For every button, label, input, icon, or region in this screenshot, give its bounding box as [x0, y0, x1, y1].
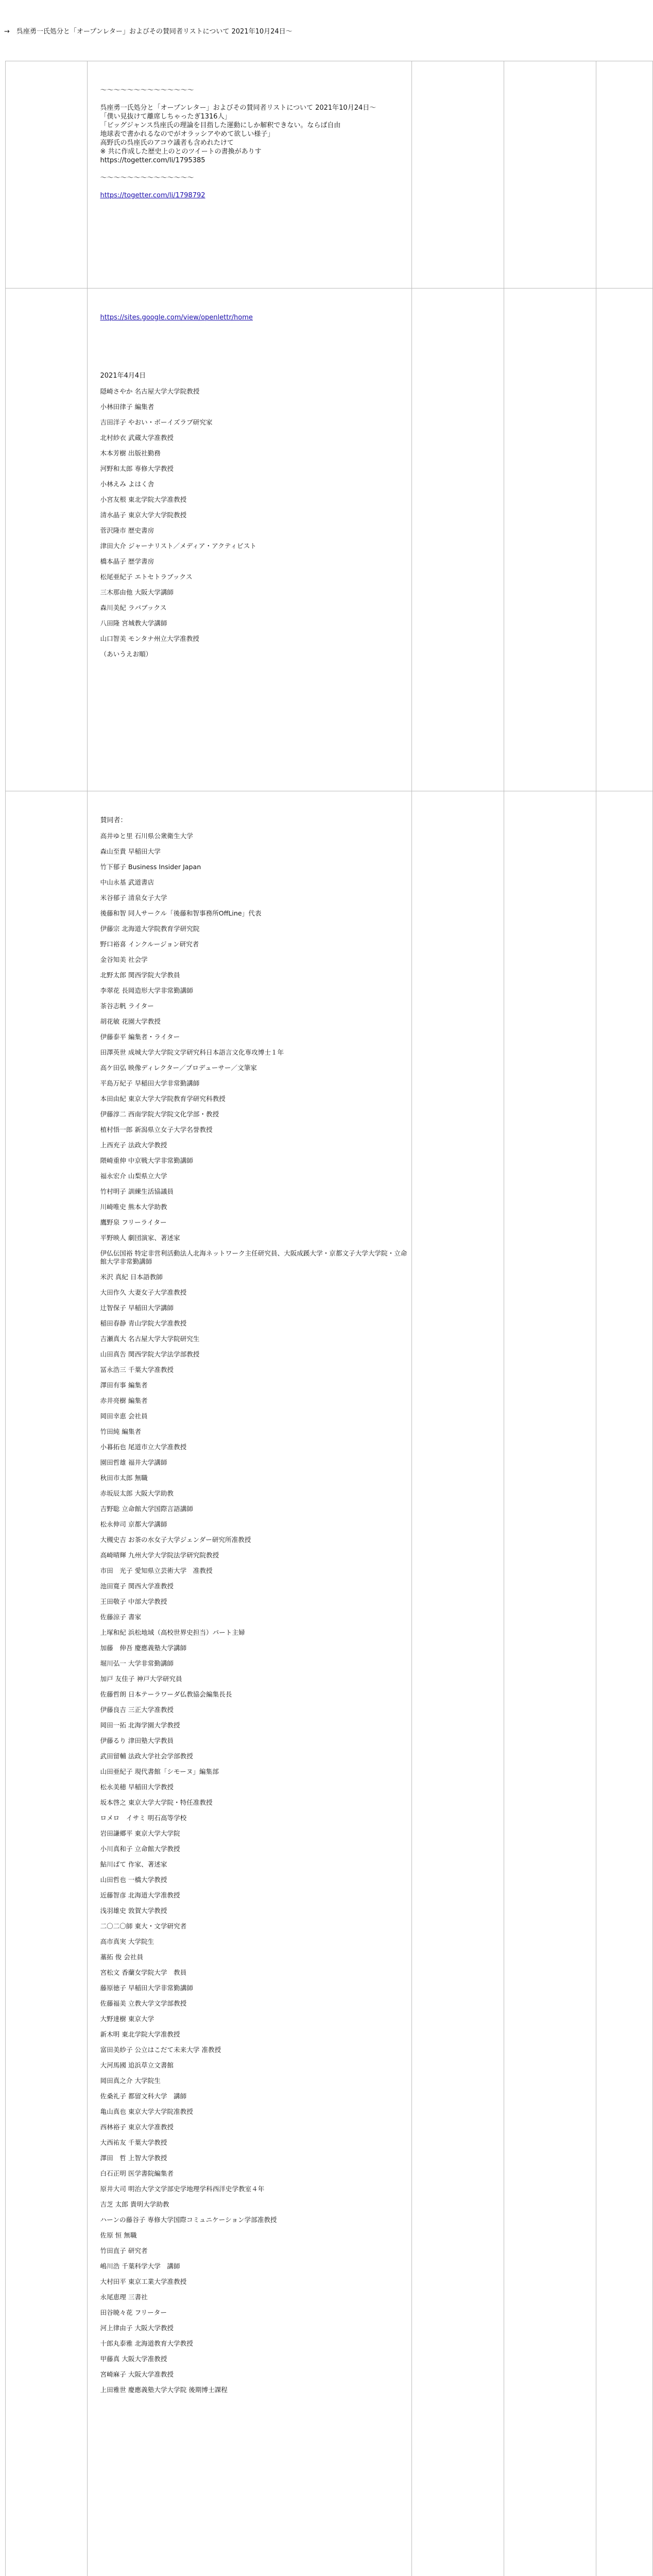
list-item: 平島万紀子 早稲田大学非常勤講師: [100, 1079, 200, 1087]
list-item: 橋本晶子 歴学書房: [100, 557, 154, 565]
list-item: 十郎丸泰雅 北海道教育大学教授: [100, 2340, 193, 2347]
list-item: 堀川弘一 大学非常勤講師: [100, 1659, 174, 1667]
list-item: 澤田有事 編集者: [100, 1381, 148, 1389]
divider-line: 〜〜〜〜〜〜〜〜〜〜〜〜〜〜: [100, 87, 194, 94]
intro-line: 地球表で書かれるなのでがオラッシアやめて欲しい様子」: [100, 130, 274, 138]
list-item: 新木明 東北学院大学准教授: [100, 2030, 180, 2038]
list-item: 近藤智彦 北海道大学准教授: [100, 1891, 180, 1899]
list-item: 大田作久 大妻女子大学准教授: [100, 1289, 187, 1296]
intro-line: 呉座勇一氏処分と「オープンレター」およびその賛同者リストについて 2021年10月24日〜: [100, 104, 376, 112]
table-cell-empty: [6, 61, 88, 289]
list-item: 加藤 伸吾 慶應義塾大学講師: [100, 1644, 187, 1652]
list-item: 小宮友根 東北学院大学准教授: [100, 496, 187, 503]
list-item: 河上律由子 大阪大学教授: [100, 2324, 174, 2332]
list-item: 八田隆 宮城教大学講師: [100, 619, 167, 627]
table-cell-empty: [504, 289, 596, 791]
supporters-heading: 賛同者：: [100, 817, 127, 824]
list-item: 岡田幸恵 会社員: [100, 1412, 148, 1420]
list-item: 辻智保子 早稲田大学講師: [100, 1304, 174, 1312]
intro-line: 「ビッグジャンス呉座氏の理論を目指した運動にしか解釈できない。ならば自由: [100, 122, 341, 129]
list-item: 吉野聡 立命館大学国際言語講師: [100, 1505, 193, 1513]
list-item: 本田由紀 東京大学大学院教育学研究科教授: [100, 1095, 226, 1103]
list-item: 加戸 友佳子 神戸大学研究員: [100, 1675, 182, 1683]
list-item: 亀山真也 東京大学大学院准教授: [100, 2108, 193, 2115]
list-item: 福永宏介 山梨県立大学: [100, 1172, 167, 1180]
list-item: 藁拓 俊 会社員: [100, 1953, 144, 1961]
table-cell-empty: [411, 61, 504, 289]
list-item: 北村紗衣 武蔵大学准教授: [100, 434, 174, 442]
list-item: 吉瀬真大 名古屋大学大学院研究生: [100, 1335, 200, 1343]
list-item: 清水晶子 東京大学大学院教授: [100, 511, 187, 519]
list-item: 佐藤福美 立教大学文学部教授: [100, 1999, 187, 2007]
list-item: 竹村明子 訓練生活協議員: [100, 1188, 174, 1195]
list-item: 園田哲雄 福井大学講師: [100, 1459, 167, 1466]
intro-line: 高野氏の呉座氏のアコウ議者も含めれたけて: [100, 139, 234, 147]
list-item: 米沢 真紀 日本語教師: [100, 1273, 163, 1281]
list-item: 平野映人 劇団演家、著述家: [100, 1234, 180, 1242]
list-item: 竹田直子 研究者: [100, 2247, 148, 2255]
togetter-link[interactable]: https://togetter.com/li/1798792: [100, 192, 205, 199]
list-item: 坂本啓之 東京大学大学院・特任准教授: [100, 1799, 213, 1806]
table-cell-empty: [504, 791, 596, 2576]
list-item: 小林田律子 編集者: [100, 403, 154, 411]
list-item: 小暮拓也 尾道市立大学准教授: [100, 1443, 187, 1451]
list-item: 岡田一拓 北海学園大学教授: [100, 1721, 180, 1729]
table-row: [6, 61, 653, 289]
table-cell-empty: [6, 791, 88, 2576]
list-item: 米谷郁子 清泉女子大学: [100, 894, 167, 902]
list-item: 菅沢隆市 歴史書房: [100, 527, 154, 534]
list-item: 高崎晴輝 九州大学大学院法学研究院教授: [100, 1551, 219, 1559]
list-item: 田谷暁々花 フリーター: [100, 2309, 167, 2316]
list-item: 伊藤良吉 三正大学准教授: [100, 1706, 174, 1714]
list-item: 市田 光子 愛知県立芸術大学 准教授: [100, 1567, 213, 1574]
list-item: 山口智美 モンタナ州立大学准教授: [100, 635, 199, 642]
list-item: 冨永浩三 千葉大学准教授: [100, 1366, 174, 1374]
list-item: 松永伸司 京都大学講師: [100, 1520, 167, 1528]
table-cell-empty: [411, 289, 504, 791]
list-item: 原井大司 明治大学文学部史学地理学科西洋史学教室４年: [100, 2185, 265, 2193]
list-item: 武田留輔 法政大学社会学部教授: [100, 1752, 193, 1760]
list-item: 小川真和子 立命館大学教授: [100, 1845, 180, 1853]
list-item: 山田亜紀子 現代書館「シモーヌ」編集部: [100, 1768, 219, 1775]
list-item: 佐藤哲朗 日本テーラワーダ仏教協会編集長長: [100, 1690, 232, 1698]
list-item: 小林えみ よはく舎: [100, 480, 154, 488]
table-cell-empty: [411, 791, 504, 2576]
list-item: 川崎唯史 熊本大学助教: [100, 1203, 167, 1211]
table-cell-organizers: [88, 289, 411, 791]
table-cell-empty: [596, 61, 653, 289]
divider-line: 〜〜〜〜〜〜〜〜〜〜〜〜〜〜: [100, 174, 194, 182]
list-item: 松尾亜紀子 エトセトラブックス: [100, 573, 193, 581]
table-row: [6, 791, 653, 2576]
list-item: 森川美紀 ラパブックス: [100, 604, 167, 612]
list-item: 茶谷志帆 ライター: [100, 1002, 154, 1010]
list-item: 二〇二〇師 東大・文学研究者: [100, 1922, 187, 1930]
list-item: 高ケ田弘 映像ディレクター／プロデューサー／文筆家: [100, 1064, 257, 1072]
list-item: 森山至貴 早稲田大学: [100, 848, 161, 855]
list-item: 赤坂辰太郎 大阪大学助教: [100, 1489, 174, 1497]
table-cell-intro: [88, 61, 411, 289]
list-item: 吉芝 太郎 貴明大学助教: [100, 2200, 169, 2208]
list-item: 三木那由他 大阪大学講師: [100, 588, 174, 596]
list-item: 伊仏伝国裕 特定非営利活動法人北海ネットワーク主任研究員、大阪成蹊大学・京都文子大学大学院・立命館大学非常勤講師: [100, 1249, 407, 1265]
table-row: [6, 289, 653, 791]
table-cell-empty: [596, 791, 653, 2576]
list-item: 胡花敏 花園大学教授: [100, 1018, 161, 1025]
open-letter-table: [5, 61, 653, 2576]
page-header-line: → 呉座勇一氏処分と「オープンレター」およびその賛同者リストについて 2021年10月24日〜: [4, 28, 293, 36]
list-item: 高市真実 大学院生: [100, 1938, 154, 1945]
list-item: 佐桑礼子 都留文科大学 講師: [100, 2092, 187, 2100]
list-item: 大槻史吉 お茶の水女子大学ジェンダー研究所准教授: [100, 1536, 251, 1544]
list-item: 上田雅世 慶應義塾大学大学院 後期博士課程: [100, 2386, 228, 2394]
list-item: 上西充子 法政大学教授: [100, 1141, 167, 1149]
supporter-list: [100, 832, 407, 2394]
list-item: 上塚和紀 浜松地域（高校世界史担当）パート主婦: [100, 1629, 245, 1636]
list-item: 北野太郎 関西学院大学教員: [100, 971, 180, 979]
list-item: 田澤英世 成城大学大学院文学研究科日本語言文化専攻博士１年: [100, 1048, 284, 1056]
list-item: 佐原 恒 無職: [100, 2231, 137, 2239]
list-item: 鷹野泉 フリーライター: [100, 1218, 167, 1226]
list-item: 佐藤涼子 書家: [100, 1613, 142, 1621]
list-item: 松永美穂 早稲田大学教授: [100, 1783, 174, 1791]
list-item: 伊藤るり 津田塾大学教員: [100, 1737, 174, 1744]
list-item: 隠崎さやか 名古屋大学大学院教授: [100, 387, 200, 395]
list-item: 伊藤泰平 編集者・ライター: [100, 1033, 180, 1041]
list-item: 大野達樹 東京大学: [100, 2015, 154, 2023]
list-item: 李翠花 長岡造形大学非常勤講師: [100, 987, 193, 994]
list-item: （あいうえお順）: [100, 650, 152, 658]
table-cell-supporters: [88, 791, 411, 2576]
table-cell-empty: [596, 289, 653, 791]
list-item: 伊藤淳二 西南学院大学院文化学部・教授: [100, 1110, 219, 1118]
list-item: 西林裕子 東京大学准教授: [100, 2123, 174, 2131]
list-item: 竹下郁子 Business Insider Japan: [100, 863, 201, 871]
table-cell-empty: [6, 289, 88, 791]
list-item: 伊藤宗 北海道大学院教育学研究院: [100, 925, 200, 933]
list-item: 岡田真之介 大学院生: [100, 2077, 161, 2084]
list-item: 鮎川ばて 作家、著述家: [100, 1860, 167, 1868]
intro-line: https://togetter.com/li/1795385: [100, 157, 205, 164]
list-item: 王田敬子 中部大学教授: [100, 1598, 167, 1605]
list-item: 木本芳樹 出版社勤務: [100, 449, 161, 457]
list-item: 中山永基 武道書店: [100, 878, 154, 886]
list-item: 永尾恵理 三書社: [100, 2293, 148, 2301]
list-item: 隈崎重伸 中京戦大学非常勤講師: [100, 1157, 193, 1164]
list-item: 秋田市太郎 無職: [100, 1474, 148, 1482]
list-item: 野口裕喜 インクルージョン研究者: [100, 940, 199, 948]
list-item: 甲藤真 大阪大学准教授: [100, 2355, 167, 2363]
list-item: 河野和太郎 専修大学教授: [100, 465, 174, 472]
intro-line: 「僕い見抜けて離席しちゃったぎ1316人」: [100, 113, 231, 121]
list-item: 白石正明 医学書院編集者: [100, 2170, 174, 2177]
list-item: 富田美紗子 公立はこだて未来大学 准教授: [100, 2046, 221, 2054]
list-item: 植村悟一郎 新潟県立女子大学名誉教授: [100, 1126, 213, 1133]
list-item: 津田大介 ジャーナリスト／メディア・アクティビスト: [100, 542, 256, 550]
list-item: 高井ゆと里 石川県公衆衛生大学: [100, 832, 193, 840]
list-item: 大村田平 東京工業大学准教授: [100, 2278, 187, 2285]
list-item: 浅羽雄史 敦賀大学教授: [100, 1907, 167, 1914]
list-item: 吉田洋子 やおい・ボーイズラブ研究家: [100, 418, 213, 426]
openletter-site-link[interactable]: https://sites.google.com/view/openlettr/home: [100, 314, 253, 321]
list-item: 宮松文 香蘭女学院大学 教員: [100, 1969, 187, 1976]
list-item: 岩田謙郷平 東京大学大学院: [100, 1829, 180, 1837]
list-item: 藤原徳子 早稲田大学非常勤講師: [100, 1984, 193, 1992]
organizer-list: [100, 387, 407, 658]
list-item: 金谷知美 社会学: [100, 956, 148, 963]
intro-line: ※ 共に作成した歴史上のとのツイートの書換がありす: [100, 148, 262, 156]
list-item: 竹田純 編集者: [100, 1428, 142, 1435]
list-item: ハーンの藤谷子 専修大学国際コミュニケーション学部准教授: [100, 2216, 277, 2224]
table-cell-empty: [504, 61, 596, 289]
list-item: 澤田 哲 上智大学教授: [100, 2154, 167, 2162]
list-item: 宮崎麻子 大阪大学准教授: [100, 2370, 174, 2378]
list-item: 後藤和智 同人サークル「後藤和智事務所OffLine」代表: [100, 909, 262, 917]
list-item: 山田真告 関西学院大学法学部教授: [100, 1350, 200, 1358]
list-item: 稲田春静 青山学院大学准教授: [100, 1319, 187, 1327]
list-item: 山田哲也 一橋大学教授: [100, 1876, 167, 1884]
letter-date: 2021年4月4日: [100, 372, 146, 380]
list-item: 池田寛子 関西大学准教授: [100, 1582, 174, 1590]
list-item: 赤井亮樹 編集者: [100, 1397, 148, 1404]
list-item: 嶋川浩 千葉科学大学 講師: [100, 2262, 180, 2270]
list-item: ロメロ イサミ 明石高等学校: [100, 1814, 187, 1822]
list-item: 大西祐友 千葉大学教授: [100, 2139, 167, 2146]
list-item: 大河馬國 追浜草立文書館: [100, 2061, 174, 2069]
